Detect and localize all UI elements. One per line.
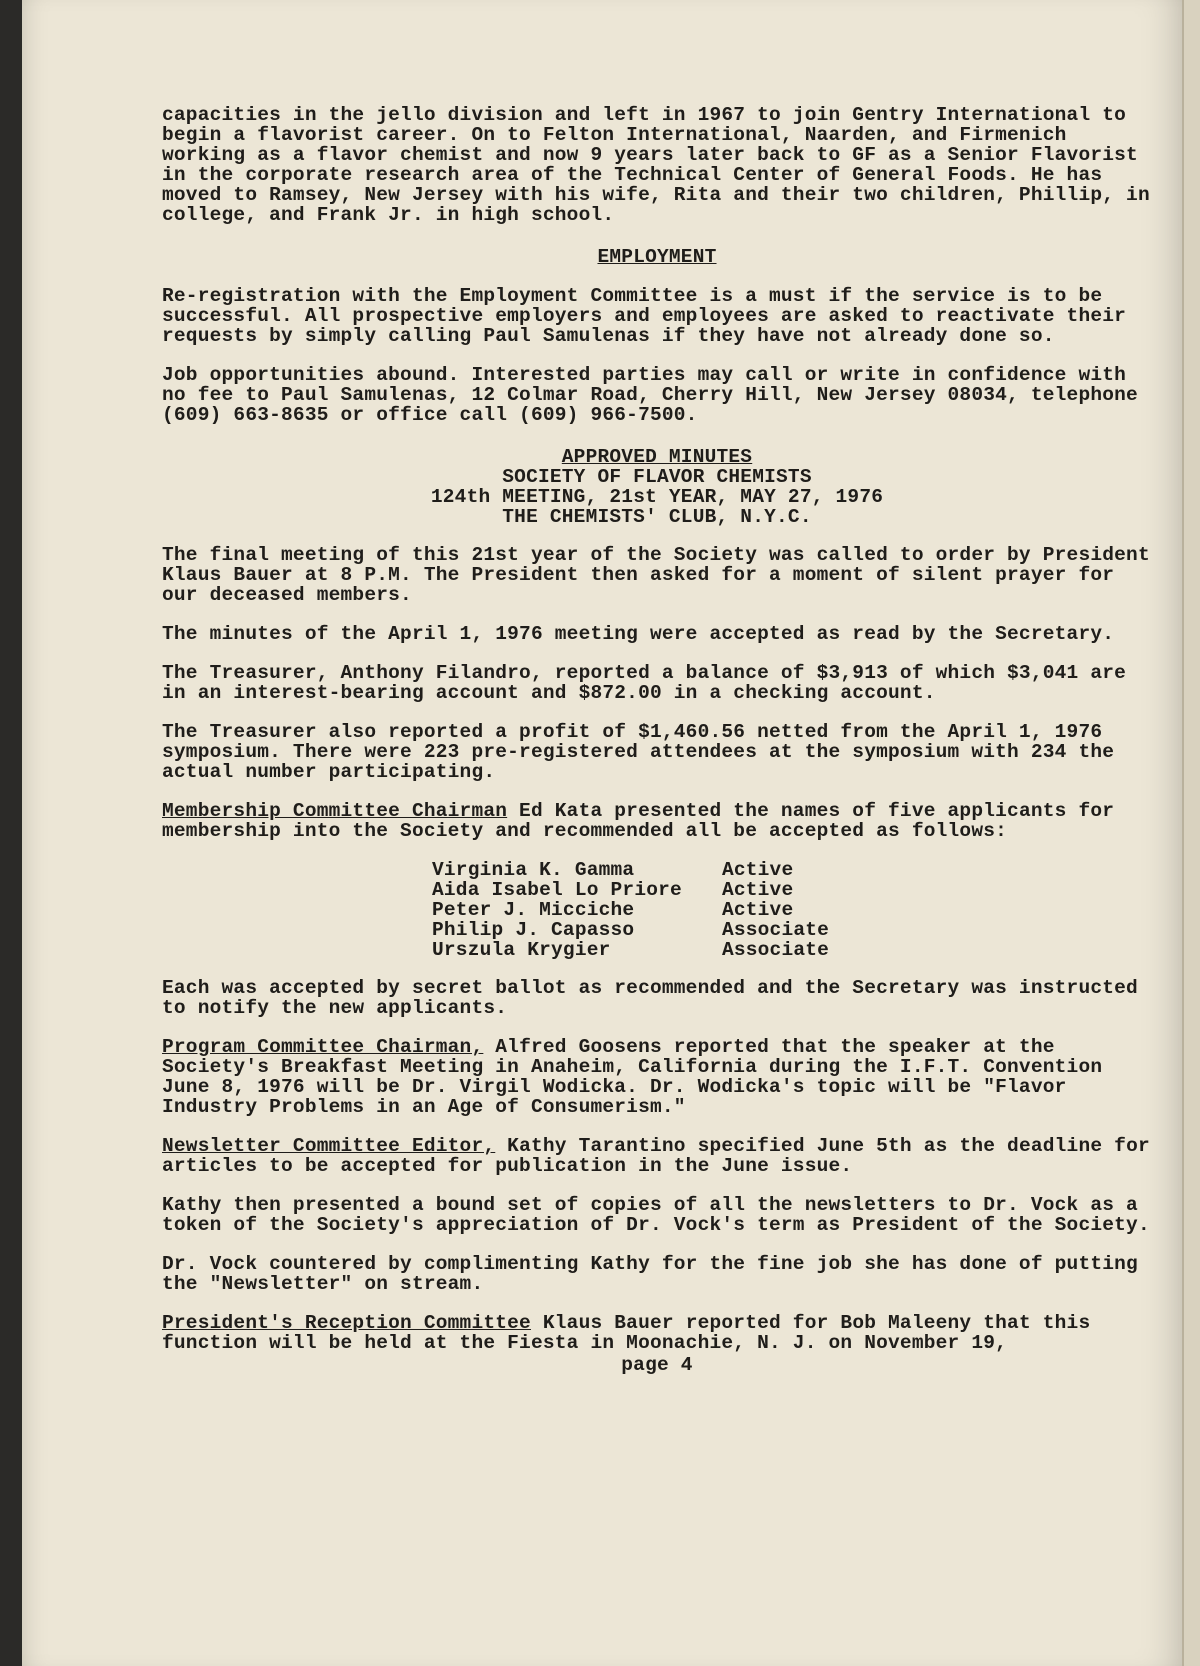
minutes-title: APPROVED MINUTES bbox=[561, 446, 753, 468]
table-row bbox=[432, 940, 869, 960]
minutes-header bbox=[162, 447, 1152, 527]
membership-paragraph bbox=[162, 801, 1152, 841]
minutes-paragraph-2: The minutes of the April 1, 1976 meeting were accepted as read by the Secretary. bbox=[162, 623, 1115, 645]
newsletter-label: Newsletter Committee Editor, bbox=[162, 1135, 496, 1157]
table-row bbox=[432, 900, 869, 920]
applicant-name: Philip J. Capasso bbox=[432, 919, 635, 941]
applicant-status: Active bbox=[721, 879, 794, 901]
applicant-name: Virginia K. Gamma bbox=[432, 859, 635, 881]
program-paragraph bbox=[162, 1037, 1152, 1117]
minutes-paragraph-3: The Treasurer, Anthony Filandro, reported a balance of $3,913 of which $3,041 are in an interest-bearing account and $872.00 in a checking account. bbox=[162, 662, 1127, 704]
minutes-org: SOCIETY OF FLAVOR CHEMISTS bbox=[502, 466, 812, 488]
applicant-name: Urszula Krygier bbox=[432, 939, 611, 961]
minutes-place: THE CHEMISTS' CLUB, N.Y.C. bbox=[502, 506, 812, 528]
reception-text: Klaus Bauer reported for Bob Maleeny that this function will be held at the Fiesta in Moonachie, N. J. on November 19, bbox=[162, 1312, 1091, 1354]
minutes-paragraph-5: Each was accepted by secret ballot as recommended and the Secretary was instructed to notify the new applicants. bbox=[162, 977, 1138, 1019]
reception-label: President's Reception Committee bbox=[162, 1312, 531, 1334]
applicants-table bbox=[432, 860, 869, 960]
minutes-paragraph-1: The final meeting of this 21st year of the Society was called to order by President Klaus Bauer at 8 P.M. The President then asked for a moment of silent prayer for our deceased members. bbox=[162, 544, 1150, 606]
adjacent-page-edge bbox=[1182, 0, 1200, 1666]
applicant-name: Aida Isabel Lo Priore bbox=[432, 879, 682, 901]
program-label: Program Committee Chairman, bbox=[162, 1036, 484, 1058]
newsletter-paragraph bbox=[162, 1136, 1152, 1176]
employment-paragraph-1: Re-registration with the Employment Committee is a must if the service is to be successful. All prospective employers and employees are asked to reactivate their requests by simply calling Paul Samulenas if they have not already done so. bbox=[162, 285, 1127, 347]
minutes-paragraph-4: The Treasurer also reported a profit of $1,460.56 netted from the April 1, 1976 symposium. There were 223 pre-registered attendees at the symposium with 234 the actual number participating. bbox=[162, 721, 1115, 783]
minutes-meeting: 124th MEETING, 21st YEAR, MAY 27, 1976 bbox=[430, 486, 884, 508]
reception-paragraph bbox=[162, 1313, 1152, 1353]
document-page bbox=[22, 0, 1182, 1666]
table-row bbox=[432, 880, 869, 900]
employment-paragraph-2: Job opportunities abound. Interested parties may call or write in confidence with no fee to Paul Samulenas, 12 Colmar Road, Cherry Hill, New Jersey 08034, telephone (609) 663-8635 or office call (609) 966-7500. bbox=[162, 364, 1138, 426]
table-row bbox=[432, 860, 869, 880]
applicant-name: Peter J. Micciche bbox=[432, 899, 635, 921]
program-text: Alfred Goosens reported that the speaker at the Society's Breakfast Meeting in Anaheim, California during the I.F.T. Convention June 8, 1976 will be Dr. Virgil Wodicka. Dr. Wodicka's topic will be "Flavor Industry Problems in an Age of Consumerism." bbox=[162, 1036, 1103, 1118]
applicant-status: Active bbox=[721, 859, 794, 881]
intro-paragraph: capacities in the jello division and left in 1967 to join Gentry International to begin a flavorist career. On to Felton International, Naarden, and Firmenich working as a flavor chemist and now 9 years later back to GF as a Senior Flavorist in the corporate research area of the Technical Center of General Foods. He has moved to Ramsey, New Jersey with his wife, Rita and their two children, Phillip, in college, and Frank Jr. in high school. bbox=[162, 104, 1150, 226]
minutes-paragraph-6: Kathy then presented a bound set of copies of all the newsletters to Dr. Vock as a token of the Society's appreciation of Dr. Vock's term as President of the Society. bbox=[162, 1194, 1150, 1236]
minutes-paragraph-7: Dr. Vock countered by complimenting Kathy for the fine job she has done of putting the "Newsletter" on stream. bbox=[162, 1253, 1138, 1295]
membership-text: Ed Kata presented the names of five applicants for membership into the Society and recommended all be accepted as follows: bbox=[162, 800, 1115, 842]
table-row bbox=[432, 920, 869, 940]
applicant-status: Associate bbox=[721, 939, 830, 961]
applicant-status: Active bbox=[721, 899, 794, 921]
employment-heading: EMPLOYMENT bbox=[597, 246, 717, 268]
page-number: page 4 bbox=[621, 1354, 693, 1376]
page-content bbox=[162, 105, 1152, 1375]
applicant-status: Associate bbox=[721, 919, 830, 941]
newsletter-text: Kathy Tarantino specified June 5th as the deadline for articles to be accepted for publication in the June issue. bbox=[162, 1135, 1150, 1177]
membership-label: Membership Committee Chairman bbox=[162, 800, 508, 822]
